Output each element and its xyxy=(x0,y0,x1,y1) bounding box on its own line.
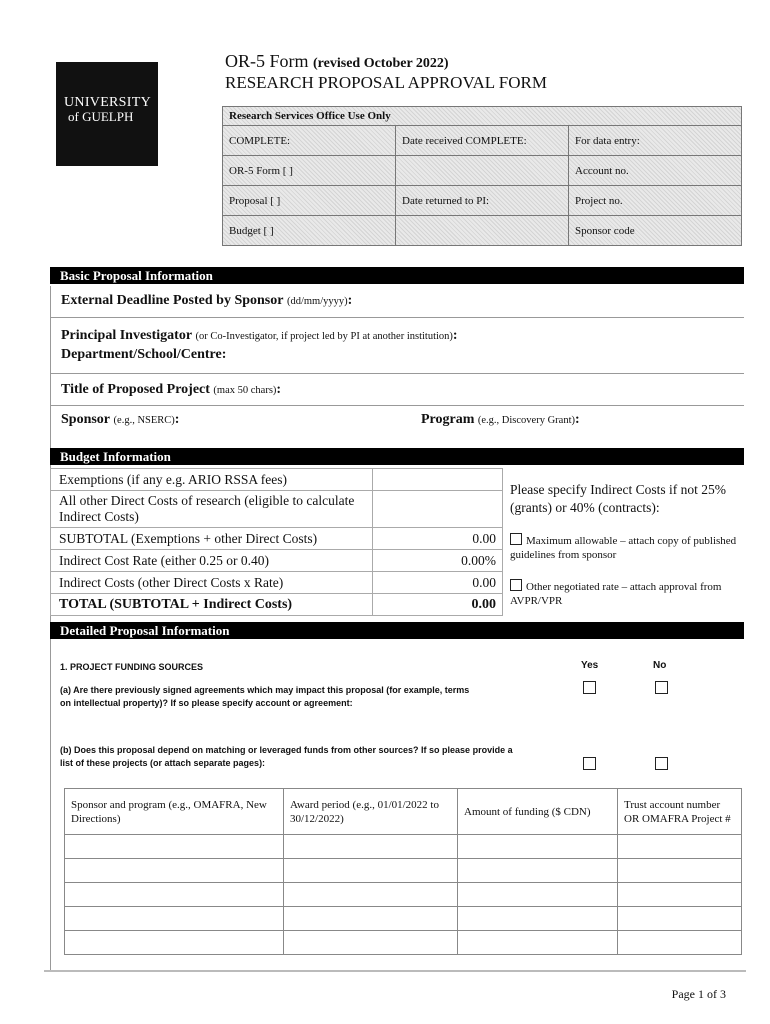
office-use-table xyxy=(222,106,742,246)
budget-value: 0.00 xyxy=(373,594,503,616)
dept-label: Department/School/Centre: xyxy=(61,347,227,362)
form-title-main: OR-5 Form xyxy=(225,51,309,71)
deadline-label: External Deadline Posted by Sponsor xyxy=(61,293,284,308)
option-negotiated-label: Other negotiated rate – attach approval from AVPR/VPR xyxy=(510,581,722,607)
office-cell[interactable]: OR-5 Form [ ] xyxy=(223,156,396,186)
pi-field[interactable]: Principal Investigator (or Co-Investigator, if project led by PI at another institution): Department/School/Centre: xyxy=(50,318,744,374)
basic-info-bar: Basic Proposal Information xyxy=(50,267,744,284)
logo-line-1: UNIVERSITY xyxy=(64,95,151,110)
table-cell[interactable] xyxy=(458,835,618,859)
table-row xyxy=(65,931,742,955)
table-header: Award period (e.g., 01/01/2022 to 30/12/2022) xyxy=(284,789,458,835)
sponsor-program-field[interactable]: Sponsor (e.g., NSERC): Program (e.g., Discovery Grant): xyxy=(50,406,744,436)
budget-row xyxy=(51,491,503,528)
table-cell[interactable] xyxy=(618,859,742,883)
table-cell[interactable] xyxy=(65,835,284,859)
question-a: (a) Are there previously signed agreements which may impact this proposal (for example, terms on intellectual property)? If so please specify account or agreement: xyxy=(60,685,470,708)
yes-header: Yes xyxy=(581,660,599,671)
office-cell[interactable]: Budget [ ] xyxy=(223,216,396,246)
budget-label: Exemptions (if any e.g. ARIO RSSA fees) xyxy=(51,469,373,491)
indirect-specify-text: Please specify Indirect Costs if not 25% (grants) or 40% (contracts): xyxy=(510,482,726,515)
checkbox-icon[interactable] xyxy=(510,579,522,591)
question-a-no-checkbox[interactable] xyxy=(655,681,668,694)
budget-info-bar: Budget Information xyxy=(50,448,744,465)
budget-table xyxy=(50,468,503,616)
table-cell[interactable] xyxy=(284,883,458,907)
pi-hint: (or Co-Investigator, if project led by PI at another institution) xyxy=(195,331,453,342)
sponsor-label: Sponsor xyxy=(61,412,111,427)
budget-total-row xyxy=(51,594,503,616)
office-cell[interactable]: COMPLETE: xyxy=(223,126,396,156)
budget-value: 0.00 xyxy=(373,528,503,550)
budget-value: 0.00 xyxy=(373,572,503,594)
budget-label: SUBTOTAL (Exemptions + other Direct Costs) xyxy=(51,528,373,550)
table-row xyxy=(65,883,742,907)
budget-row xyxy=(51,528,503,550)
table-row xyxy=(65,835,742,859)
checkbox-icon[interactable] xyxy=(510,533,522,545)
budget-row xyxy=(51,469,503,491)
office-cell[interactable]: Proposal [ ] xyxy=(223,186,396,216)
table-cell[interactable] xyxy=(284,835,458,859)
form-title-revision: (revised October 2022) xyxy=(313,56,449,71)
budget-row xyxy=(51,550,503,572)
office-cell[interactable]: Date returned to PI: xyxy=(396,186,569,216)
table-cell[interactable] xyxy=(458,907,618,931)
question-b-no-checkbox[interactable] xyxy=(655,757,668,770)
office-cell[interactable]: Sponsor code xyxy=(569,216,742,246)
table-cell[interactable] xyxy=(458,859,618,883)
table-cell[interactable] xyxy=(458,883,618,907)
table-header: Sponsor and program (e.g., OMAFRA, New Directions) xyxy=(65,789,284,835)
form-subtitle: RESEARCH PROPOSAL APPROVAL FORM xyxy=(225,73,547,92)
budget-value[interactable] xyxy=(373,469,503,491)
table-row xyxy=(65,859,742,883)
table-header: Amount of funding ($ CDN) xyxy=(458,789,618,835)
program-label: Program xyxy=(421,412,475,427)
table-cell[interactable] xyxy=(284,859,458,883)
budget-value[interactable] xyxy=(373,491,503,528)
table-cell[interactable] xyxy=(458,931,618,955)
program-hint: (e.g., Discovery Grant) xyxy=(477,415,575,426)
budget-label: All other Direct Costs of research (eligible to calculate Indirect Costs) xyxy=(51,491,373,528)
office-use-heading: Research Services Office Use Only xyxy=(223,107,742,126)
office-cell[interactable]: Project no. xyxy=(569,186,742,216)
table-cell[interactable] xyxy=(618,907,742,931)
table-cell[interactable] xyxy=(65,859,284,883)
office-cell[interactable]: Date received COMPLETE: xyxy=(396,126,569,156)
project-title-label: Title of Proposed Project xyxy=(61,382,210,397)
question-b: (b) Does this proposal depend on matching or leveraged funds from other sources? If so please provide a list of these projects (or attach separate pages): xyxy=(60,745,513,768)
deadline-field[interactable]: External Deadline Posted by Sponsor (dd/mm/yyyy): xyxy=(50,286,744,318)
budget-label: TOTAL (SUBTOTAL + Indirect Costs) xyxy=(51,594,373,616)
sponsor-hint: (e.g., NSERC) xyxy=(113,415,175,426)
question-a-yes-checkbox[interactable] xyxy=(583,681,596,694)
option-max-label: Maximum allowable – attach copy of published guidelines from sponsor xyxy=(510,535,737,561)
section-heading: 1. PROJECT FUNDING SOURCES xyxy=(60,662,204,672)
project-title-field[interactable]: Title of Proposed Project (max 50 chars): xyxy=(50,374,744,406)
project-title-hint: (max 50 chars) xyxy=(213,385,277,396)
budget-label: Indirect Cost Rate (either 0.25 or 0.40) xyxy=(51,550,373,572)
budget-row xyxy=(51,572,503,594)
table-cell[interactable] xyxy=(618,883,742,907)
bottom-border xyxy=(44,970,746,972)
table-cell[interactable] xyxy=(65,931,284,955)
office-cell[interactable]: Account no. xyxy=(569,156,742,186)
office-cell[interactable] xyxy=(396,156,569,186)
pi-label: Principal Investigator xyxy=(61,328,193,343)
detailed-info-bar: Detailed Proposal Information xyxy=(50,622,744,639)
budget-label: Indirect Costs (other Direct Costs x Rate) xyxy=(51,572,373,594)
table-cell[interactable] xyxy=(618,931,742,955)
office-cell[interactable] xyxy=(396,216,569,246)
funding-sources-table xyxy=(64,788,742,955)
deadline-hint: (dd/mm/yyyy) xyxy=(286,296,348,307)
table-cell[interactable] xyxy=(65,883,284,907)
page-number: Page 1 of 3 xyxy=(671,987,726,1001)
university-logo xyxy=(56,62,158,166)
budget-value[interactable]: 0.00% xyxy=(373,550,503,572)
no-header: No xyxy=(653,660,667,671)
option-max-allowable[interactable] xyxy=(510,533,738,562)
question-b-yes-checkbox[interactable] xyxy=(583,757,596,770)
table-cell[interactable] xyxy=(618,835,742,859)
logo-line-2: of GUELPH xyxy=(68,109,134,124)
option-negotiated[interactable] xyxy=(510,579,738,608)
table-cell[interactable] xyxy=(284,907,458,931)
office-cell[interactable]: For data entry: xyxy=(569,126,742,156)
table-cell[interactable] xyxy=(65,907,284,931)
table-cell[interactable] xyxy=(284,931,458,955)
table-header: Trust account number OR OMAFRA Project # xyxy=(618,789,742,835)
table-row xyxy=(65,907,742,931)
